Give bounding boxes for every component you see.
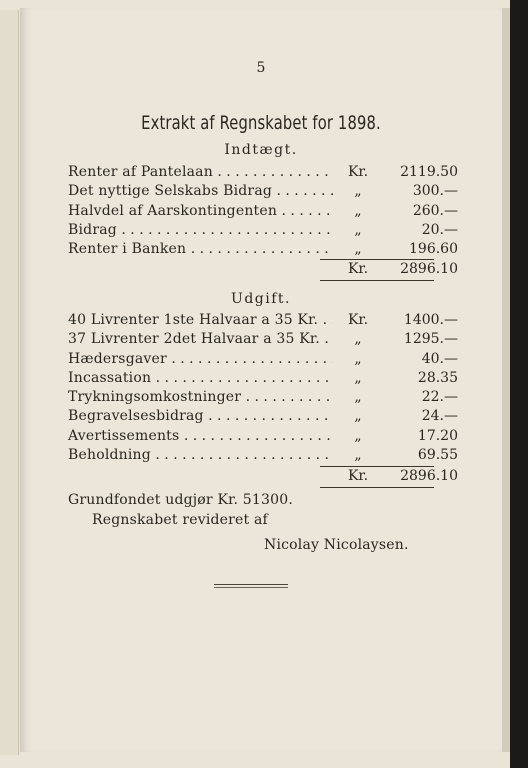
row-label: Halvdel af Aarskontingenten . . . (68, 202, 333, 221)
row-currency: Kr. (347, 312, 369, 328)
row-amount: 22.— (421, 389, 458, 406)
table-row (68, 388, 458, 407)
table-row (68, 446, 458, 465)
sum-rule (320, 280, 434, 281)
page (20, 8, 502, 752)
row-currency: „ (354, 241, 362, 258)
table-row (68, 221, 458, 240)
row-currency: „ (354, 408, 362, 425)
row-amount: 1295.— (403, 331, 458, 348)
total-currency: Kr. (347, 261, 369, 277)
table-row (68, 202, 458, 221)
row-label: 40 Livrenter 1ste Halvaar a 35 Kr. . . . (68, 311, 333, 330)
table-row (68, 163, 458, 182)
row-label: Bidrag . . . (68, 221, 333, 240)
table-row (68, 407, 458, 426)
row-currency: „ (354, 350, 362, 367)
row-amount: 300.— (412, 183, 458, 200)
previous-page-edge (0, 10, 19, 755)
row-amount: 17.20 (417, 427, 458, 444)
row-amount: 28.35 (417, 369, 458, 386)
row-label: Renter i Banken . . . (68, 240, 333, 259)
row-currency: „ (354, 447, 362, 464)
row-label: Beholdning . . . (68, 446, 333, 465)
income-heading: Indtægt. (224, 142, 298, 158)
total-amount: 2896.10 (400, 468, 458, 484)
row-currency: Kr. (347, 164, 369, 180)
audit-note: Regnskabet revideret af (92, 512, 268, 528)
total-amount: 2896.10 (400, 261, 458, 277)
income-table (68, 163, 458, 259)
row-label: Renter af Pantelaan . . . (68, 163, 333, 182)
table-row (68, 330, 458, 349)
signature: Nicolay Nicolaysen. (264, 537, 409, 553)
row-currency: „ (354, 427, 362, 444)
row-amount: 24.— (421, 408, 458, 425)
document-title: Extrakt af Regnskabet for 1898. (141, 112, 381, 134)
row-amount: 2119.50 (400, 164, 458, 180)
row-label: Avertissements . . . (68, 427, 333, 446)
table-row (68, 350, 458, 369)
expense-heading: Udgift. (231, 291, 291, 307)
row-currency: „ (354, 221, 362, 238)
table-row (68, 182, 458, 201)
table-row (68, 311, 458, 330)
total-currency: Kr. (347, 468, 369, 484)
page-edge (502, 8, 510, 752)
row-label: Trykningsomkostninger . . . (68, 388, 333, 407)
row-amount: 69.55 (417, 447, 458, 464)
expense-table (68, 311, 458, 465)
row-currency: „ (354, 331, 362, 348)
row-amount: 40.— (421, 350, 458, 367)
row-currency: „ (354, 183, 362, 200)
sum-rule (320, 487, 434, 488)
row-currency: „ (354, 389, 362, 406)
table-row (68, 427, 458, 446)
row-label: 37 Livrenter 2det Halvaar a 35 Kr. . . . (68, 330, 333, 349)
row-label: Begravelsesbidrag . . . (68, 407, 333, 426)
closing-rule (214, 587, 288, 588)
income-total-row (68, 260, 458, 279)
table-row (68, 240, 458, 259)
row-amount: 1400.— (403, 312, 458, 328)
row-currency: „ (354, 369, 362, 386)
closing-rule (214, 584, 288, 585)
row-label: Incassation . . . (68, 369, 333, 388)
table-row (68, 369, 458, 388)
row-amount: 260.— (412, 202, 458, 219)
fund-note: Grundfondet udgjør Kr. 51300. (68, 492, 293, 508)
page-number: 5 (256, 60, 266, 76)
expense-total-row (68, 467, 458, 486)
row-amount: 196.60 (409, 241, 458, 258)
row-currency: „ (354, 202, 362, 219)
row-label: Det nyttige Selskabs Bidrag . . . (68, 182, 333, 201)
row-amount: 20.— (421, 221, 458, 238)
row-label: Hædersgaver . . . (68, 350, 333, 369)
